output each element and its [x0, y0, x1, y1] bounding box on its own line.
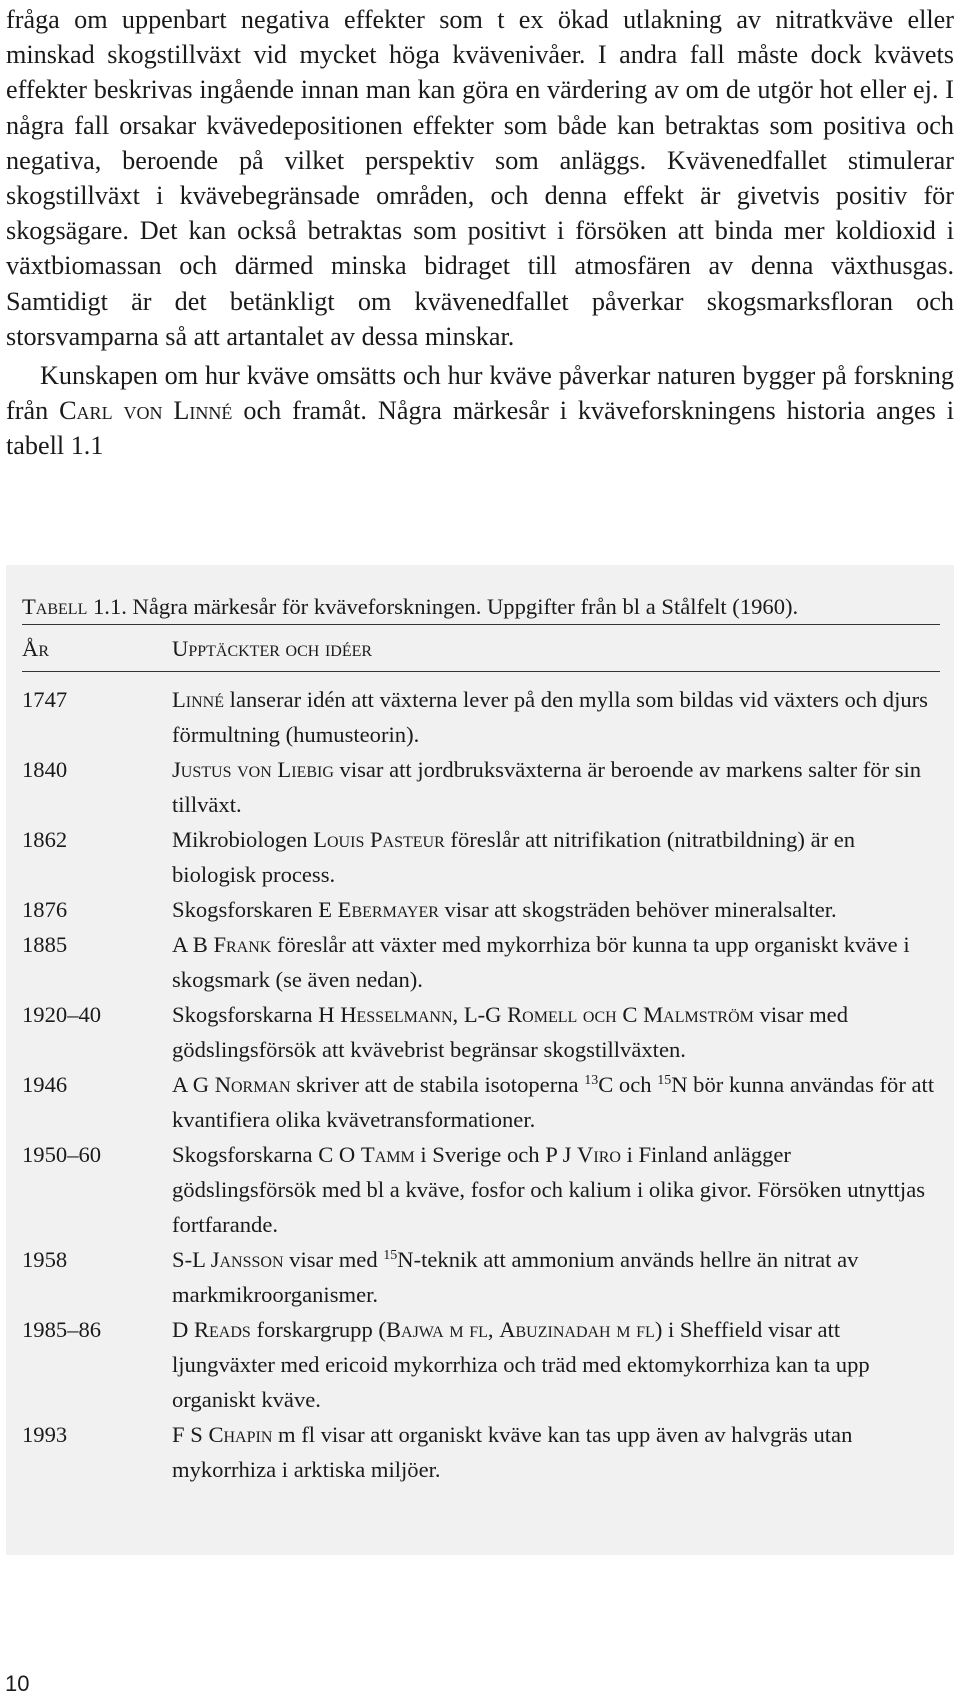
row-description	[172, 752, 940, 822]
description-text: Skogsforskaren E	[172, 897, 338, 922]
body-paragraph-2	[6, 358, 954, 464]
table-row	[22, 997, 940, 1067]
isotope-superscript: 13	[584, 1073, 599, 1088]
description-text: ,	[487, 1317, 500, 1342]
description-text: visar med gödslingsförsök att kvävebrist begränsar skogstillväxten.	[172, 1002, 848, 1062]
row-year: 1985–86	[22, 1317, 102, 1342]
table-header-rule	[22, 671, 940, 672]
description-text: ) i Sheffield visar att ljungväxter med ericoid mykorrhiza och träd med ektomykorrhiza kan ta upp organiskt kväve.	[172, 1317, 870, 1412]
person-name: Bajwa m fl	[385, 1317, 488, 1342]
table-row	[22, 1417, 940, 1487]
description-text: D	[172, 1317, 194, 1342]
description-text: A B	[172, 932, 214, 957]
description-text: F S	[172, 1422, 209, 1447]
row-year: 1862	[22, 827, 68, 852]
person-name: Louis Pasteur	[313, 827, 445, 852]
description-text: föreslår att nitrifikation (nitratbildning) är en biologisk process.	[172, 827, 856, 887]
description-text: Skogsforskarna C O	[172, 1142, 361, 1167]
description-text: skriver att de stabila isotoperna	[290, 1072, 585, 1097]
row-description	[172, 1312, 940, 1417]
description-text: A G	[172, 1072, 215, 1097]
person-name: Viro	[577, 1142, 621, 1167]
header-year: År	[22, 635, 49, 661]
row-year: 1747	[22, 687, 68, 712]
person-name: Malmström	[643, 1002, 754, 1027]
description-text: i Finland anlägger gödslingsförsök med bl a kväve, fosfor och kalium i olika givor. Försöken utnyttjas fortfarande.	[172, 1142, 926, 1237]
table-row	[22, 1312, 940, 1417]
row-description	[172, 822, 940, 892]
table-caption	[22, 589, 940, 624]
row-description	[172, 997, 940, 1067]
row-description	[172, 1242, 940, 1312]
description-text: C	[616, 1002, 644, 1027]
description-text: Skogsforskarna H	[172, 1002, 341, 1027]
description-text: visar att jordbruksväxterna är beroende av markens salter för sin tillväxt.	[172, 757, 922, 817]
row-year: 1958	[22, 1247, 68, 1272]
person-name: Ebermayer	[337, 897, 439, 922]
person-name: Norman	[214, 1072, 291, 1097]
table-body	[22, 682, 940, 1487]
person-name: Jansson	[210, 1247, 284, 1272]
person-name: Justus von Liebig	[172, 757, 334, 782]
description-text: i Sverige och P J	[414, 1142, 578, 1167]
person-name: Frank	[213, 932, 272, 957]
row-year: 1840	[22, 757, 68, 782]
person-name: Romell och	[507, 1002, 617, 1027]
table-row	[22, 822, 940, 892]
table-caption-text: Några märkesår för kväveforskningen. Uppgifter från bl a Stålfelt (1960).	[126, 594, 799, 619]
row-description	[172, 1067, 940, 1137]
table-header-row	[22, 625, 940, 671]
person-name: Chapin	[208, 1422, 273, 1447]
description-text: C och	[598, 1072, 658, 1097]
description-text: lanserar idén att växterna lever på den mylla som bildas vid växters och djurs förmultning (humusteorin).	[172, 687, 928, 747]
author-name-linne: Carl von Linné	[59, 396, 233, 426]
description-text: visar med	[283, 1247, 384, 1272]
row-year: 1946	[22, 1072, 68, 1097]
person-name: Reads	[193, 1317, 251, 1342]
description-text: visar att skogsträden behöver mineralsalter.	[438, 897, 837, 922]
table-row	[22, 1242, 940, 1312]
description-text: N bör kunna användas för att kvantifiera olika kvävetransformationer.	[172, 1072, 935, 1132]
person-name: Linné	[172, 687, 225, 712]
paragraph-2-text-start: Kunskapen om hur kväve omsätts och hur kväve påverkar naturen bygger på forskning från	[6, 361, 954, 426]
table-row	[22, 1067, 940, 1137]
table-caption-label: Tabell 1.1.	[22, 594, 127, 619]
isotope-superscript: 15	[383, 1248, 398, 1263]
row-year: 1876	[22, 897, 68, 922]
row-description	[172, 1137, 940, 1242]
description-text: m fl visar att organiskt kväve kan tas upp även av halvgräs utan mykorrhiza i arktiska miljöer.	[172, 1422, 853, 1482]
row-description	[172, 682, 940, 752]
table-content	[22, 589, 940, 1487]
row-description	[172, 927, 940, 997]
isotope-superscript: 15	[657, 1073, 672, 1088]
row-year: 1950–60	[22, 1142, 102, 1167]
description-text: forskargrupp (	[250, 1317, 386, 1342]
table-row	[22, 1137, 940, 1242]
row-year: 1920–40	[22, 1002, 102, 1027]
page-number: 10	[5, 1671, 30, 1696]
row-description	[172, 892, 940, 927]
table-row	[22, 927, 940, 997]
description-text: , L-G	[452, 1002, 508, 1027]
body-text	[6, 2, 954, 464]
table-1-1	[6, 565, 954, 1555]
body-paragraph-1: fråga om uppenbart negativa effekter som t ex ökad utlakning av nitratkväve eller minskad skogstillväxt vid mycket höga kvävenivåer. I andra fall måste dock kvävets effekter beskrivas ingående innan man kan göra en värdering av om de utgör hot eller ej. I några fall orsakar kvävedepositionen effekter som både kan betraktas som positiva och negativa, beroende på vilket perspektiv som anläggs. Kvävenedfallet stimulerar skogstillväxt i kvävebegränsade områden, och denna effekt är givetvis positiv för skogsägare. Det kan också betraktas som positivt i försöken att binda mer koldioxid i växtbiomassan och därmed minska bidraget till atmosfären av denna växthusgas. Samtidigt är det betänkligt om kvävenedfallet påverkar skogsmarksfloran och storsvamparna så att artantalet av dessa minskar.	[6, 5, 954, 351]
table-row	[22, 682, 940, 752]
description-text: N-teknik att ammonium används hellre än nitrat av markmikroorganismer.	[172, 1247, 859, 1307]
header-discoveries: Upptäckter och idéer	[172, 635, 373, 661]
row-year: 1993	[22, 1422, 68, 1447]
table-row	[22, 752, 940, 822]
row-year: 1885	[22, 932, 68, 957]
description-text: föreslår att växter med mykorrhiza bör kunna ta upp organiskt kväve i skogsmark (se även nedan).	[172, 932, 910, 992]
table-row	[22, 892, 940, 927]
person-name: Tamm	[360, 1142, 415, 1167]
person-name: Abuzinadah m fl	[499, 1317, 655, 1342]
person-name: Hesselmann	[340, 1002, 453, 1027]
paragraph-2-text-end: och framåt. Några märkesår i kväveforskningens historia anges i tabell 1.1	[6, 396, 954, 461]
row-description	[172, 1417, 940, 1487]
description-text: Mikrobiologen	[172, 827, 314, 852]
description-text: S-L	[172, 1247, 211, 1272]
